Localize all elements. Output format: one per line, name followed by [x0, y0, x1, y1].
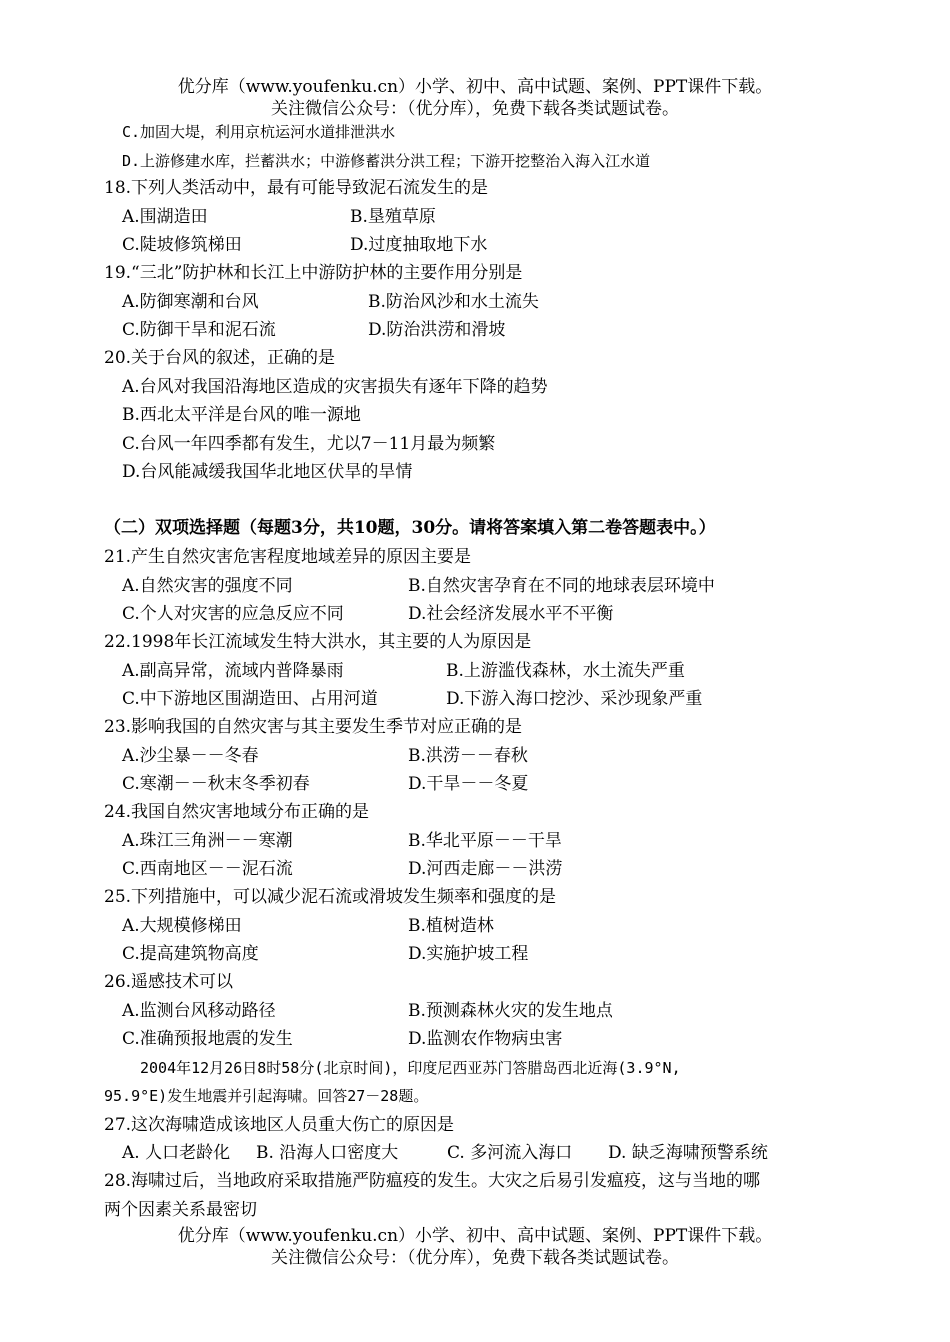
- q18-option-c: C.陡坡修筑梯田: [122, 235, 242, 255]
- footer-line-2: 关注微信公众号：（优分库），免费下载各类试题试卷。: [271, 1248, 679, 1268]
- q26-options-row1: [122, 1000, 613, 1022]
- q21-option-d: D.社会经济发展水平不平衡: [408, 604, 614, 624]
- q23-option-c: C.寒潮－－秋末冬季初春: [122, 774, 310, 794]
- q20-option-c: C.台风一年四季都有发生，尤以7－11月最为频繁: [122, 434, 496, 454]
- q19-option-d: D.防治洪涝和滑坡: [368, 320, 506, 340]
- q17-option-c: C.加固大堤，利用京杭运河水道排泄洪水: [122, 123, 396, 141]
- q28-stem-line-1: 28.海啸过后，当地政府采取措施严防瘟疫的发生。大灾之后易引发瘟疫，这与当地的哪: [104, 1171, 761, 1191]
- header-line-1: 优分库（www.youfenku.cn）小学、初中、高中试题、案例、PPT课件下载。: [177, 77, 773, 97]
- q28-stem-line-2: 两个因素关系最密切: [104, 1200, 257, 1220]
- q25-options-row2: [122, 943, 529, 965]
- q25-option-b: B.植树造林: [408, 916, 494, 936]
- q21-option-b: B.自然灾害孕育在不同的地球表层环境中: [408, 576, 715, 596]
- footer-line-1: 优分库（www.youfenku.cn）小学、初中、高中试题、案例、PPT课件下载。: [177, 1226, 773, 1246]
- q22-option-a: A.副高异常，流域内普降暴雨: [122, 661, 344, 681]
- q21-options-row2: [122, 603, 614, 625]
- q18-option-a: A.围湖造田: [122, 207, 208, 227]
- q25-option-a: A.大规模修梯田: [122, 916, 242, 936]
- q27-option-c: C. 多河流入海口: [447, 1143, 573, 1163]
- q25-stem: 25.下列措施中，可以减少泥石流或滑坡发生频率和强度的是: [104, 887, 557, 907]
- q22-stem: 22.1998年长江流域发生特大洪水，其主要的人为原因是: [104, 632, 532, 652]
- q23-option-a: A.沙尘暴－－冬春: [122, 746, 259, 766]
- q23-option-d: D.干旱－－冬夏: [408, 774, 529, 794]
- q19-option-a: A.防御寒潮和台风: [122, 292, 259, 312]
- section2-title: （二）双项选择题（每题3分，共10题，30分。请将答案填入第二卷答题表中。）: [104, 518, 716, 538]
- q22-options-row2: [122, 688, 703, 710]
- q19-stem: 19.“三北”防护林和长江上中游防护林的主要作用分别是: [104, 263, 523, 283]
- q24-stem: 24.我国自然灾害地域分布正确的是: [104, 802, 370, 822]
- q27-stem: 27.这次海啸造成该地区人员重大伤亡的原因是: [104, 1115, 455, 1135]
- q24-options-row1: [122, 830, 562, 852]
- q26-option-b: B.预测森林火灾的发生地点: [408, 1001, 613, 1021]
- q25-options-row1: [122, 915, 494, 937]
- q22-option-c: C.中下游地区围湖造田、占用河道: [122, 689, 378, 709]
- q25-option-d: D.实施护坡工程: [408, 944, 529, 964]
- q20-stem: 20.关于台风的叙述，正确的是: [104, 348, 336, 368]
- passage-line-1: 2004年12月26日8时58分(北京时间)，印度尼西亚苏门答腊岛西北近海(3.9°N,: [140, 1059, 681, 1077]
- q22-options-row1: [122, 660, 685, 682]
- q20-option-d: D.台风能减缓我国华北地区伏旱的旱情: [122, 462, 413, 482]
- q21-option-c: C.个人对灾害的应急反应不同: [122, 604, 344, 624]
- q26-option-c: C.准确预报地震的发生: [122, 1029, 293, 1049]
- q24-option-b: B.华北平原－－干旱: [408, 831, 562, 851]
- q17-option-d: D.上游修建水库，拦蓄洪水；中游修蓄洪分洪工程；下游开挖整治入海入江水道: [122, 152, 651, 170]
- q21-options-row1: [122, 575, 715, 597]
- q26-option-d: D.监测农作物病虫害: [408, 1029, 563, 1049]
- q27-option-d: D. 缺乏海啸预警系统: [608, 1143, 768, 1163]
- q23-stem: 23.影响我国的自然灾害与其主要发生季节对应正确的是: [104, 717, 523, 737]
- q24-option-c: C.西南地区－－泥石流: [122, 859, 293, 879]
- q19-option-c: C.防御干旱和泥石流: [122, 320, 276, 340]
- q18-options-row2: [122, 234, 488, 256]
- q27-option-b: B. 沿海人口密度大: [256, 1143, 399, 1163]
- q27-option-a: A. 人口老龄化: [122, 1143, 231, 1163]
- q25-option-c: C.提高建筑物高度: [122, 944, 259, 964]
- q22-option-b: B.上游滥伐森林，水土流失严重: [446, 661, 685, 681]
- q27-options-row: [122, 1142, 768, 1164]
- q21-option-a: A.自然灾害的强度不同: [122, 576, 293, 596]
- q24-option-d: D.河西走廊－－洪涝: [408, 859, 563, 879]
- q26-options-row2: [122, 1028, 563, 1050]
- q23-option-b: B.洪涝－－春秋: [408, 746, 528, 766]
- q18-options-row1: [122, 206, 436, 228]
- q18-option-b: B.垦殖草原: [350, 207, 436, 227]
- q18-option-d: D.过度抽取地下水: [350, 235, 488, 255]
- q19-options-row2: [122, 319, 506, 341]
- q20-option-b: B.西北太平洋是台风的唯一源地: [122, 405, 361, 425]
- q18-stem: 18.下列人类活动中，最有可能导致泥石流发生的是: [104, 178, 489, 198]
- q21-stem: 21.产生自然灾害危害程度地域差异的原因主要是: [104, 547, 472, 567]
- passage-line-2: 95.9°E)发生地震并引起海啸。回答27－28题。: [104, 1087, 429, 1105]
- q22-option-d: D.下游入海口挖沙、采沙现象严重: [446, 689, 703, 709]
- q24-option-a: A.珠江三角洲－－寒潮: [122, 831, 293, 851]
- q26-stem: 26.遥感技术可以: [104, 972, 234, 992]
- q19-option-b: B.防治风沙和水土流失: [368, 292, 539, 312]
- q23-options-row2: [122, 773, 529, 795]
- header-line-2: 关注微信公众号：（优分库），免费下载各类试题试卷。: [271, 99, 679, 119]
- q24-options-row2: [122, 858, 563, 880]
- q26-option-a: A.监测台风移动路径: [122, 1001, 276, 1021]
- q23-options-row1: [122, 745, 528, 767]
- q20-option-a: A.台风对我国沿海地区造成的灾害损失有逐年下降的趋势: [122, 377, 548, 397]
- q19-options-row1: [122, 291, 539, 313]
